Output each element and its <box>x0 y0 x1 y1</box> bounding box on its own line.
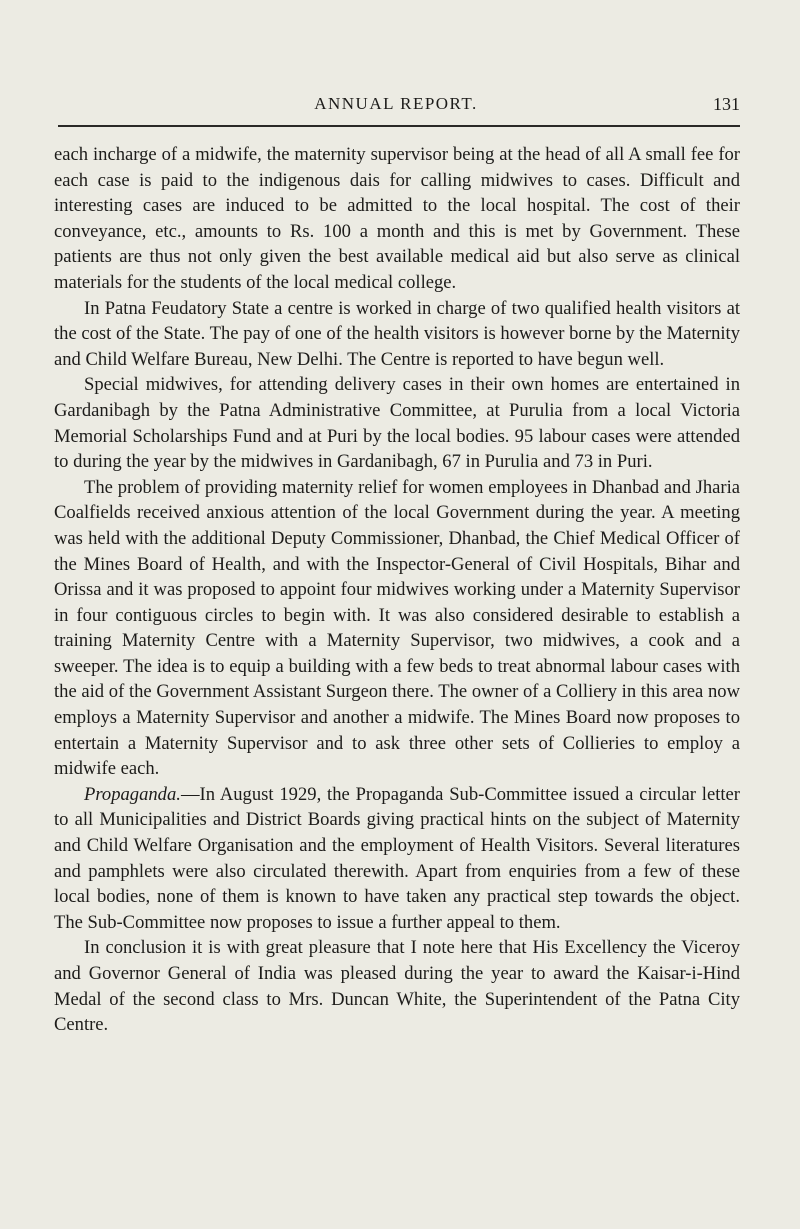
paragraph-patna-feudatory <box>54 296 740 373</box>
paragraph-text: each incharge of a midwife, the maternity supervisor being at the head of all A small fee for each case is paid to the indigenous dais for calling midwives to cases. Difficult and interesting cases are induced to be admitted to the local hospital. The cost of their conveyance, etc., amounts to Rs. 100 a month and this is met by Government. These patients are thus not only given the best available medical aid but also serve as clinical materials for the students of the local medical college. <box>54 144 740 293</box>
paragraph-text: The problem of providing maternity relief for women employees in Dhanbad and Jharia Coalfields received anxious attention of the local Government during the year. A meeting was held with the additional Deputy Commissioner, Dhanbad, the Chief Medical Officer of the Mines Board of Health, and with the Inspector-General of Civil Hospitals, Bihar and Orissa and it was proposed to appoint four midwives working under a Maternity Supervisor in four contiguous circles to begin with. It was also considered desirable to establish a training Maternity Centre with a Maternity Supervisor, two midwives, a cook and a sweeper. The idea is to equip a building with a few beds to treat abnormal labour cases with the aid of the Government Assistant Surgeon there. The owner of a Colliery in this area now employs a Maternity Supervisor and another a midwife. The Mines Board now proposes to entertain a Maternity Supervisor and to ask three other sets of Collieries to employ a midwife each. <box>54 476 740 780</box>
running-head <box>52 94 740 120</box>
paragraph-conclusion <box>54 935 740 1037</box>
paragraph-special-midwives <box>54 372 740 474</box>
paragraph-lead-propaganda: Propaganda. <box>84 783 181 805</box>
page-number: 131 <box>713 94 740 114</box>
header-rule <box>58 125 740 127</box>
paragraph-coalfields <box>54 475 740 782</box>
paragraph-text: —In August 1929, the Propaganda Sub-Committee issued a circular letter to all Municipalities and District Boards giving practical hints on the subject of Maternity and Child Welfare Organisation and the employment of Health Visitors. Several literatures and pamphlets were also circulated therewith. Apart from enquiries from a few of these local bodies, none of them is known to have taken any practical step towards the object. The Sub-Committee now proposes to issue a further appeal to them. <box>54 783 740 933</box>
paragraph-text: Special midwives, for attending delivery cases in their own homes are entertained in Gardanibagh by the Patna Administrative Committee, at Purulia from a local Victoria Memorial Scholarships Fund and at Puri by the local bodies. 95 labour cases were attended to during the year by the midwives in Gardanibagh, 67 in Purulia and 73 in Puri. <box>54 374 740 473</box>
body-text <box>54 142 740 1038</box>
running-head-title: ANNUAL REPORT. <box>314 94 478 113</box>
paragraph-text: In conclusion it is with great pleasure that I note here that His Excellency the Viceroy and Governor General of India was pleased during the year to award the Kaisar-i-Hind Medal of the second class to Mrs. Duncan White, the Superintendent of the Patna City Centre. <box>54 937 740 1036</box>
paragraph-text: In Patna Feudatory State a centre is worked in charge of two qualified health visitors at the cost of the State. The pay of one of the health visitors is however borne by the Maternity and Child Welfare Bureau, New Delhi. The Centre is reported to have begun well. <box>54 297 740 370</box>
paragraph-continuation <box>54 142 740 296</box>
paragraph-propaganda <box>54 782 740 936</box>
